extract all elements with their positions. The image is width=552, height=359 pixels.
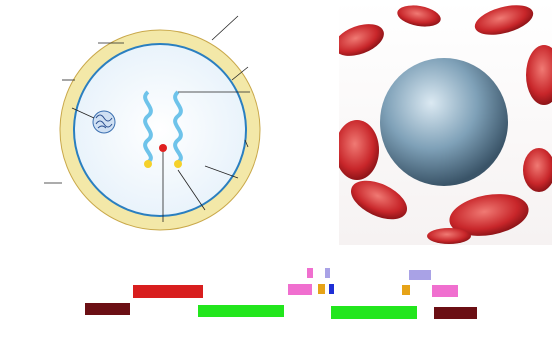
panel-a-virus-diagram (0, 0, 335, 245)
gene-vif-bar (288, 284, 312, 295)
gene-ltr-5-bar (85, 303, 130, 315)
protease-cluster (93, 111, 115, 133)
gene-tat-1-bar (318, 284, 325, 294)
gene-nef-bar (432, 285, 458, 297)
integrase-dot-right (174, 160, 182, 168)
reverse-transcriptase-dot (159, 144, 167, 152)
hiv-structure-svg (0, 0, 335, 245)
gene-env-bar (331, 306, 417, 319)
gene-rev-1-bar (325, 268, 330, 278)
hiv-genome-svg (0, 250, 552, 354)
gene-vpr-bar (307, 268, 313, 278)
gene-rev-2-bar (409, 270, 431, 280)
panel-b-virus-render (339, 0, 552, 245)
virus-render-illustration (339, 0, 552, 245)
panel-c-genome-map (0, 250, 552, 354)
gene-tat-2-bar (402, 285, 410, 295)
virus-particle (380, 58, 508, 186)
integrase-dot-left (144, 160, 152, 168)
gene-pol-bar (198, 305, 284, 317)
gene-gag-bar (133, 285, 203, 298)
gene-ltr-3-bar (434, 307, 477, 319)
gene-vpu-bar (329, 284, 334, 294)
